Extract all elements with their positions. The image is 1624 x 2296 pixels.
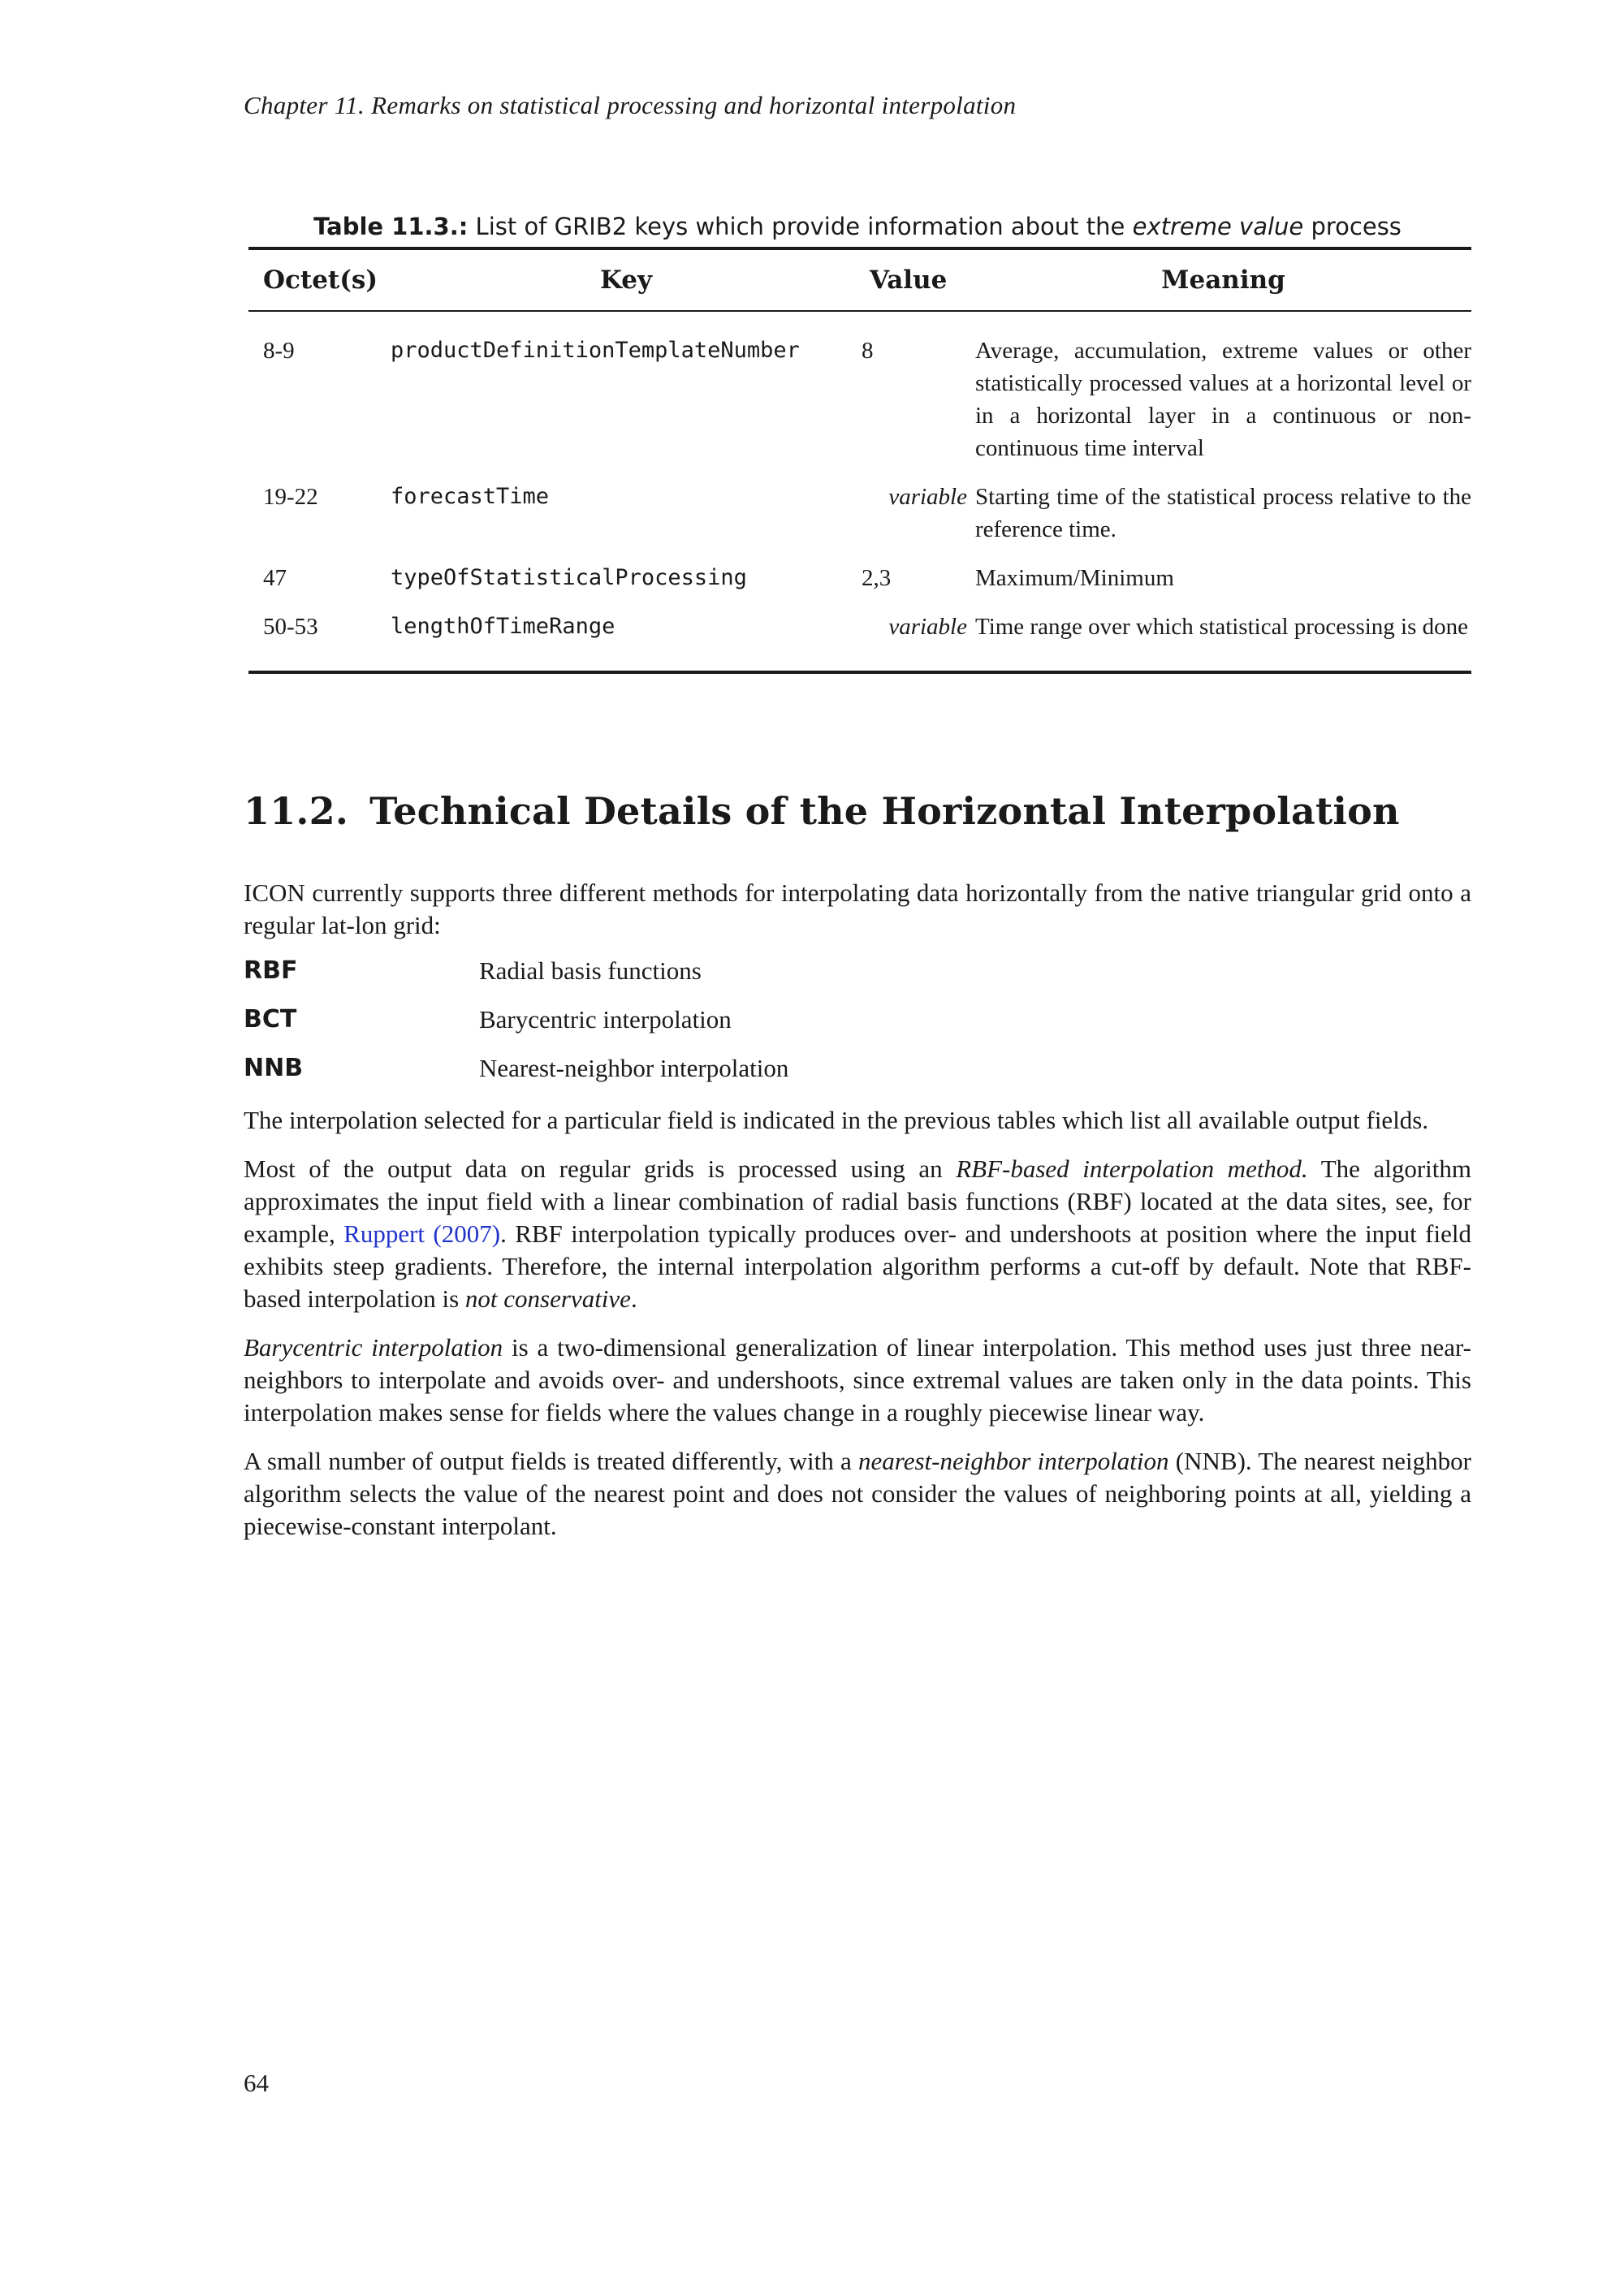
cell-key: productDefinitionTemplateNumber (391, 338, 800, 363)
table-caption-emphasis: extreme value (1132, 213, 1304, 240)
section-title: Technical Details of the Horizontal Interpolation (369, 789, 1400, 833)
section-number: 11.2. (244, 789, 349, 833)
table-row (248, 334, 1471, 464)
cell-value: 8 (862, 338, 874, 364)
table-row (248, 562, 1471, 594)
column-header-key: Key (600, 265, 652, 295)
table-caption (244, 213, 1471, 240)
section-heading (244, 789, 1400, 833)
table-caption-label: Table 11.3.: (313, 213, 469, 240)
method-list (244, 947, 1471, 1093)
cell-key: typeOfStatisticalProcessing (391, 565, 747, 590)
intro-paragraph: ICON currently supports three different methods for interpolating data horizontally from the native triangular grid onto a regular lat-lon grid: (244, 878, 1471, 939)
running-header: Chapter 11. Remarks on statistical processing and horizontal interpolation (244, 91, 1017, 119)
cell-meaning: Time range over which statistical processing is done (975, 614, 1469, 640)
rbf-text: . (630, 1284, 637, 1313)
rbf-paragraph (244, 1153, 1471, 1315)
table-body (248, 312, 1471, 671)
nnb-text: A small number of output fields is treated differently, with a (244, 1447, 859, 1475)
cell-value: 2,3 (862, 565, 892, 591)
selection-paragraph: The interpolation selected for a particular field is indicated in the previous tables which list all available output fields. (244, 1106, 1429, 1134)
bct-paragraph (244, 1331, 1471, 1429)
method-description: Barycentric interpolation (479, 1005, 732, 1034)
column-header-octet: Octet(s) (263, 265, 378, 295)
cell-key: forecastTime (391, 484, 550, 509)
cell-value: variable (888, 484, 967, 510)
rbf-text: Most of the output data on regular grids is processed using an (244, 1154, 957, 1183)
rbf-text: . RBF interpolation typically produces over- and undershoots at position where the input field exhibits steep gradients. Therefore, the internal interpolation algorithm performs a cut-off by default. Note that RBF-based interpolation is (244, 1219, 1471, 1313)
rbf-emphasis: not conservative (464, 1284, 631, 1313)
rbf-text: The algorithm approximates the input field with a linear combination of radial basis functions (RBF) located at the data sites, see, for example, (244, 1154, 1471, 1248)
table-row (248, 481, 1471, 546)
grib2-keys-table (248, 247, 1471, 674)
table-caption-tail: process (1311, 213, 1402, 240)
rbf-emphasis: RBF-based interpolation method. (956, 1154, 1308, 1183)
method-term: RBF (244, 956, 298, 985)
method-item (244, 1044, 1471, 1093)
table-caption-text: List of GRIB2 keys which provide information about the (475, 213, 1125, 240)
method-term: BCT (244, 1005, 297, 1034)
section-body (244, 877, 1471, 1559)
bct-emphasis: Barycentric interpolation (244, 1333, 503, 1362)
cell-key: lengthOfTimeRange (391, 614, 615, 639)
cell-octet: 19-22 (263, 484, 318, 510)
cell-octet: 8-9 (263, 338, 295, 364)
cell-octet: 50-53 (263, 614, 318, 640)
cell-meaning: Starting time of the statistical process relative to the reference time. (975, 484, 1471, 542)
method-term: NNB (244, 1054, 304, 1082)
bct-text: is a two-dimensional generalization of linear interpolation. This method uses just three near-neighbors to interpolate and avoids over- and undershoots, since extremal values are taken only in the data points. This interpolation makes sense for fields where the values change in a roughly piecewise linear way. (244, 1333, 1472, 1426)
method-description: Nearest-neighbor interpolation (479, 1054, 789, 1082)
table-bottom-rule (248, 671, 1471, 674)
cell-meaning: Maximum/Minimum (975, 565, 1174, 591)
cell-octet: 47 (263, 565, 287, 591)
citation-link-year[interactable]: (2007) (433, 1219, 501, 1248)
column-header-value: Value (870, 265, 948, 295)
nnb-text: (NNB). The nearest neighbor algorithm selects the value of the nearest point and does not consider the values of neighboring points at all, yielding a piecewise-constant interpolant. (244, 1447, 1471, 1540)
method-description: Radial basis functions (479, 956, 702, 985)
cell-meaning: Average, accumulation, extreme values or other statistically processed values at a horizontal level or in a horizontal layer in a continuous or non-continuous time interval (975, 338, 1471, 461)
cell-value: variable (888, 614, 967, 640)
method-item (244, 995, 1471, 1044)
table-header-row (248, 250, 1471, 310)
method-item (244, 947, 1471, 995)
nnb-paragraph (244, 1445, 1471, 1543)
citation-link-author[interactable]: Ruppert (343, 1219, 425, 1248)
table-row (248, 611, 1471, 643)
column-header-meaning: Meaning (1161, 265, 1285, 295)
page-number: 64 (244, 2069, 269, 2097)
nnb-emphasis: nearest-neighbor interpolation (858, 1447, 1169, 1475)
